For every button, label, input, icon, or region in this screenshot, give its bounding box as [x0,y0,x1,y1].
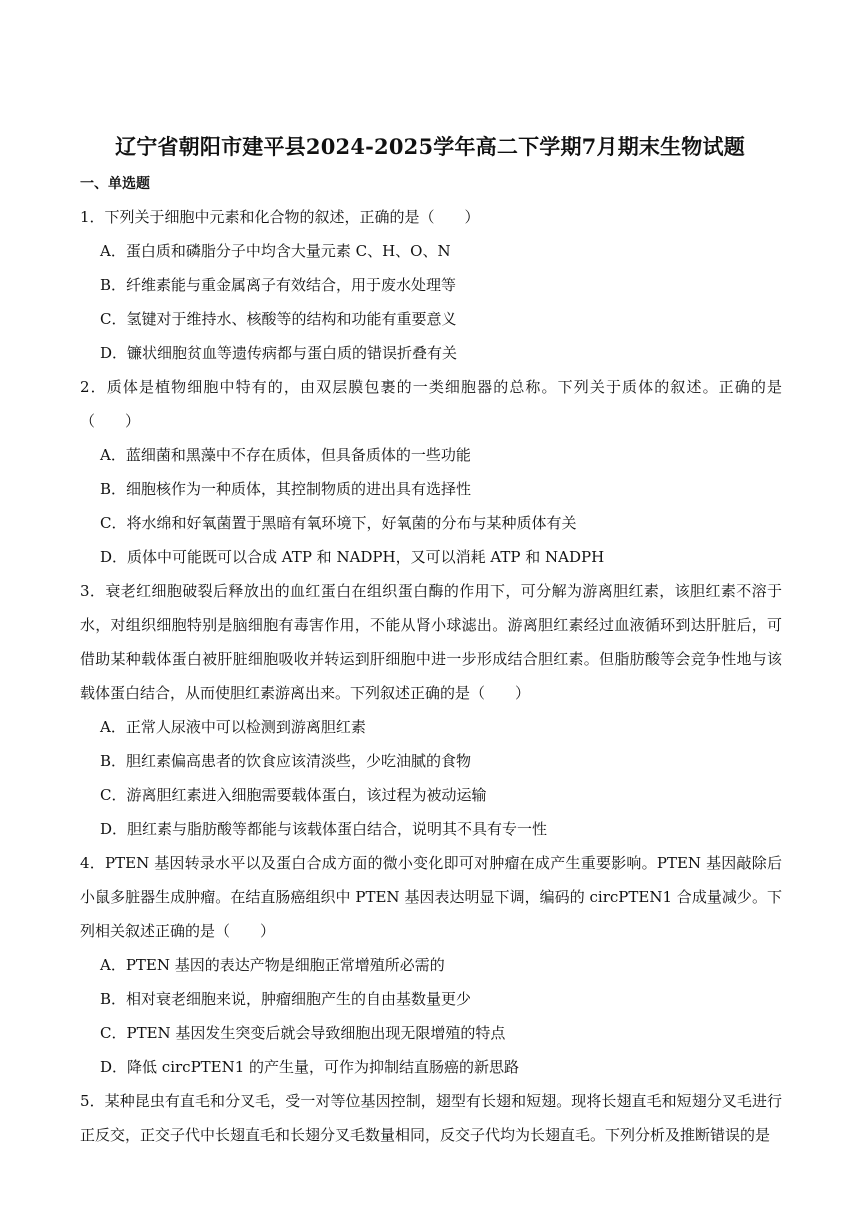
question-stem [80,574,782,710]
question-text: 下列关于细胞中元素和化合物的叙述，正确的是（ ） [104,208,480,226]
question-text: PTEN 基因转录水平以及蛋白合成方面的微小变化即可对肿瘤在成产生重要影响。PTEN 基因敲除后小鼠多脏器生成肿瘤。在结直肠癌组织中 PTEN 基因表达明显下调，编码的 circPTEN1 合成量减少。下列相关叙述正确的是（ ） [80,854,782,940]
question-4 [80,846,782,1084]
question-text: 质体是植物细胞中特有的，由双层膜包裹的一类细胞器的总称。下列关于质体的叙述。正确的是（ ） [80,378,782,430]
section-heading: 一、单选题 [80,176,150,192]
question-text: 某种昆虫有直毛和分叉毛，受一对等位基因控制，翅型有长翅和短翅。现将长翅直毛和短翅分叉毛进行正反交，正交子代中长翅直毛和长翅分叉毛数量相同，反交子代均为长翅直毛。下列分析及推断错误的是 [80,1092,782,1144]
exam-title: 辽宁省朝阳市建平县2024-2025学年高二下学期7月期末生物试题 [115,134,745,159]
question-number: 1． [80,208,105,226]
option-c: C．游离胆红素进入细胞需要载体蛋白，该过程为被动运输 [100,786,487,804]
option-b: B．相对衰老细胞来说，肿瘤细胞产生的自由基数量更少 [100,990,472,1008]
question-stem [80,200,782,234]
question-number: 3． [80,582,106,600]
question-3 [80,574,782,846]
option-c: C．氢键对于维持水、核酸等的结构和功能有重要意义 [100,310,457,328]
question-number: 2． [80,378,107,396]
question-stem [80,846,782,948]
option-c: C．PTEN 基因发生突变后就会导致细胞出现无限增殖的特点 [100,1024,506,1042]
option-a: A．PTEN 基因的表达产物是细胞正常增殖所必需的 [100,956,445,974]
option-d: D．降低 circPTEN1 的产生量，可作为抑制结直肠癌的新思路 [100,1058,520,1076]
question-stem [80,370,782,438]
question-5 [80,1084,782,1152]
option-a: A．蓝细菌和黑藻中不存在质体，但具备质体的一些功能 [100,446,471,464]
question-list [80,200,782,1152]
option-c: C．将水绵和好氧菌置于黑暗有氧环境下，好氧菌的分布与某种质体有关 [100,514,577,532]
question-1 [80,200,782,370]
question-2 [80,370,782,574]
question-stem [80,1084,782,1152]
option-d: D．胆红素与脂肪酸等都能与该载体蛋白结合，说明其不具有专一性 [100,820,548,838]
option-d: D．镰状细胞贫血等遗传病都与蛋白质的错误折叠有关 [100,344,458,362]
option-b: B．胆红素偏高患者的饮食应该清淡些，少吃油腻的食物 [100,752,472,770]
question-number: 5． [80,1092,105,1110]
question-text: 衰老红细胞破裂后释放出的血红蛋白在组织蛋白酶的作用下，可分解为游离胆红素，该胆红素不溶于水，对组织细胞特别是脑细胞有毒害作用，不能从肾小球滤出。游离胆红素经过血液循环到达肝脏后，可借助某种载体蛋白被肝脏细胞吸收并转运到肝细胞中进一步形成结合胆红素。但脂肪酸等会竞争性地与该载体蛋白结合，从而使胆红素游离出来。下列叙述正确的是（ ） [80,582,782,702]
option-a: A．正常人尿液中可以检测到游离胆红素 [100,718,366,736]
option-b: B．细胞核作为一种质体，其控制物质的进出具有选择性 [100,480,472,498]
option-a: A．蛋白质和磷脂分子中均含大量元素 C、H、O、N [100,242,451,260]
option-b: B．纤维素能与重金属离子有效结合，用于废水处理等 [100,276,457,294]
question-number: 4． [80,854,106,872]
option-d: D．质体中可能既可以合成 ATP 和 NADPH，又可以消耗 ATP 和 NADPH [100,548,605,566]
